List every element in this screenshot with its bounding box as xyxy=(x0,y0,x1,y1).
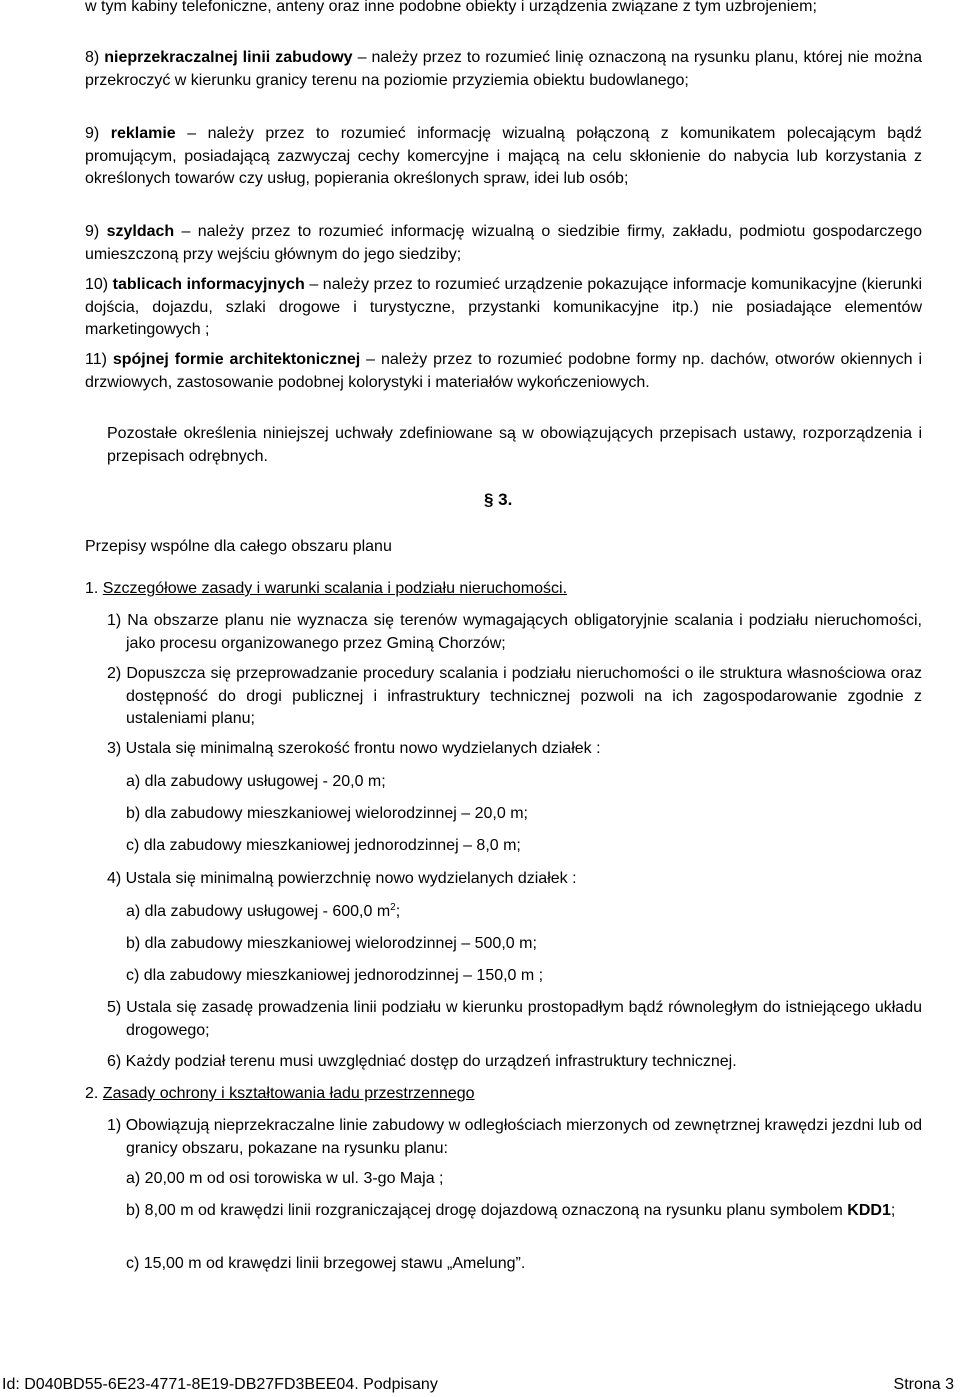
s2-item-b-text: b) 8,00 m od krawędzi linii rozgraniczającej drogę dojazdową oznaczoną na rysunku planu symbolem xyxy=(126,1202,848,1219)
definition-term: szyldach xyxy=(106,223,175,240)
other-definitions: Pozostałe określenia niniejszej uchwały zdefiniowane są w obowiązujących przepisach ustawy, rozporządzenia i przepisach odrębnych. xyxy=(107,425,922,465)
s1-item-2: 2) Dopuszcza się przeprowadzanie procedury scalania i podziału nieruchomości o ile struktura własnościowa oraz dostępność do drogi publicznej i infrastruktury technicznej pozwoli na ich zagospodarowanie zgodnie z ustaleniami planu; xyxy=(107,665,922,727)
s1-item-4a-text: a) dla zabudowy usługowej - 600,0 m xyxy=(126,903,391,920)
definition-continuation xyxy=(85,0,922,19)
s2-item-b-end: ; xyxy=(890,1202,896,1219)
definition-9-reklama xyxy=(85,123,922,191)
s2-title: Zasady ochrony i kształtowania ładu przestrzennego xyxy=(102,1085,475,1102)
s2-item-1: 1) Obowiązują nieprzekraczalne linie zabudowy w odległościach mierzonych od zewnętrznej krawędzi jezdni lub od granicy obszaru, pokazane na rysunku planu: xyxy=(107,1117,922,1157)
s1-title: Szczegółowe zasady i warunki scalania i podziału nieruchomości. xyxy=(102,580,568,597)
s1-item-3b: b) dla zabudowy mieszkaniowej wielorodzinnej – 20,0 m; xyxy=(126,805,528,822)
s1-heading xyxy=(85,578,567,601)
plan-symbol: KDD1 xyxy=(847,1202,891,1219)
footer-id: Id: D040BD55-6E23-4771-8E19-DB27FD3BEE04. Podpisany xyxy=(2,1376,438,1393)
definition-number: 8) xyxy=(85,49,100,66)
definition-text: – należy przez to rozumieć urządzenie pokazujące informacje komunikacyjne (kierunki dojścia, dojazdu, szlaki drogowe i turystyczne, przystanki komunikacyjne itp.) nie posiadające elementów marketingowych ; xyxy=(85,276,923,338)
superscript: 2 xyxy=(390,902,396,913)
continuation-text: w tym kabiny telefoniczne, anteny oraz inne podobne obiekty i urządzenia związane z tym uzbrojeniem; xyxy=(85,0,817,15)
s2-heading xyxy=(85,1083,475,1106)
footer-page-number: Strona 3 xyxy=(893,1376,954,1393)
definition-term: nieprzekraczalnej linii zabudowy xyxy=(104,49,353,66)
s1-item-3c: c) dla zabudowy mieszkaniowej jednorodzinnej – 8,0 m; xyxy=(126,837,521,854)
definition-number: 9) xyxy=(85,125,100,142)
s2-number: 2. xyxy=(85,1085,99,1102)
s1-number: 1. xyxy=(85,580,99,597)
definition-number: 9) xyxy=(85,223,100,240)
s1-item-5: 5) Ustala się zasadę prowadzenia linii podziału w kierunku prostopadłym bądź równoległym do istniejącego układu drogowego; xyxy=(107,999,922,1039)
definition-8 xyxy=(85,47,922,92)
definition-number: 10) xyxy=(85,276,109,293)
definition-10 xyxy=(85,274,922,342)
s1-item-3a: a) dla zabudowy usługowej - 20,0 m; xyxy=(126,773,386,790)
s1-item-4c: c) dla zabudowy mieszkaniowej jednorodzinnej – 150,0 m ; xyxy=(126,967,544,984)
s1-item-3: 3) Ustala się minimalną szerokość frontu nowo wydzielanych działek : xyxy=(107,740,601,757)
definition-11 xyxy=(85,349,922,394)
definition-number: 11) xyxy=(85,351,107,368)
s1-item-4a xyxy=(126,901,400,924)
definition-text: – należy przez to rozumieć informację wizualną o siedzibie firmy, zakładu, podmiotu gospodarczego umieszczoną przy wejściu głównym do jego siedziby; xyxy=(85,223,922,263)
s1-item-6: 6) Każdy podział terenu musi uwzględniać dostęp do urządzeń infrastruktury technicznej. xyxy=(107,1053,737,1070)
definition-9-szyld xyxy=(85,221,922,266)
s2-item-c: c) 15,00 m od krawędzi linii brzegowej stawu „Amelung”. xyxy=(126,1255,526,1272)
section-symbol: § 3. xyxy=(484,490,513,509)
section-heading: Przepisy wspólne dla całego obszaru planu xyxy=(85,538,392,555)
s1-item-4b: b) dla zabudowy mieszkaniowej wielorodzinnej – 500,0 m; xyxy=(126,935,537,952)
s2-item-b xyxy=(126,1200,922,1223)
definition-term: tablicach informacyjnych xyxy=(112,276,305,293)
s1-item-1: 1) Na obszarze planu nie wyznacza się terenów wymagających obligatoryjnie scalania i podziału nieruchomości, jako procesu organizowanego przez Gminą Chorzów; xyxy=(107,612,922,652)
definition-text: – należy przez to rozumieć linię oznaczoną na rysunku planu, której nie można przekroczyć w kierunku granicy terenu na poziomie przyziemia obiektu budowlanego; xyxy=(85,49,922,89)
definition-term: spójnej formie architektonicznej xyxy=(112,351,361,368)
definition-text: – należy przez to rozumieć podobne formy np. dachów, otworów okiennych i drzwiowych, zastosowanie podobnej kolorystyki i materiałów wykończeniowych. xyxy=(85,351,923,391)
definition-text: – należy przez to rozumieć informację wizualną połączoną z komunikatem polecającym bądź promującym, posiadającą zazwyczaj cechy komercyjne i mającą na celu skłonienie do nabycia lub korzystania z określonych towarów czy usług, popierania określonych spraw, idei lub osób; xyxy=(85,125,922,187)
definition-term: reklamie xyxy=(110,125,176,142)
s1-item-4: 4) Ustala się minimalną powierzchnię nowo wydzielanych działek : xyxy=(107,870,577,887)
s2-item-a: a) 20,00 m od osi torowiska w ul. 3-go Maja ; xyxy=(126,1170,444,1187)
s1-item-4a-end: ; xyxy=(395,903,401,920)
